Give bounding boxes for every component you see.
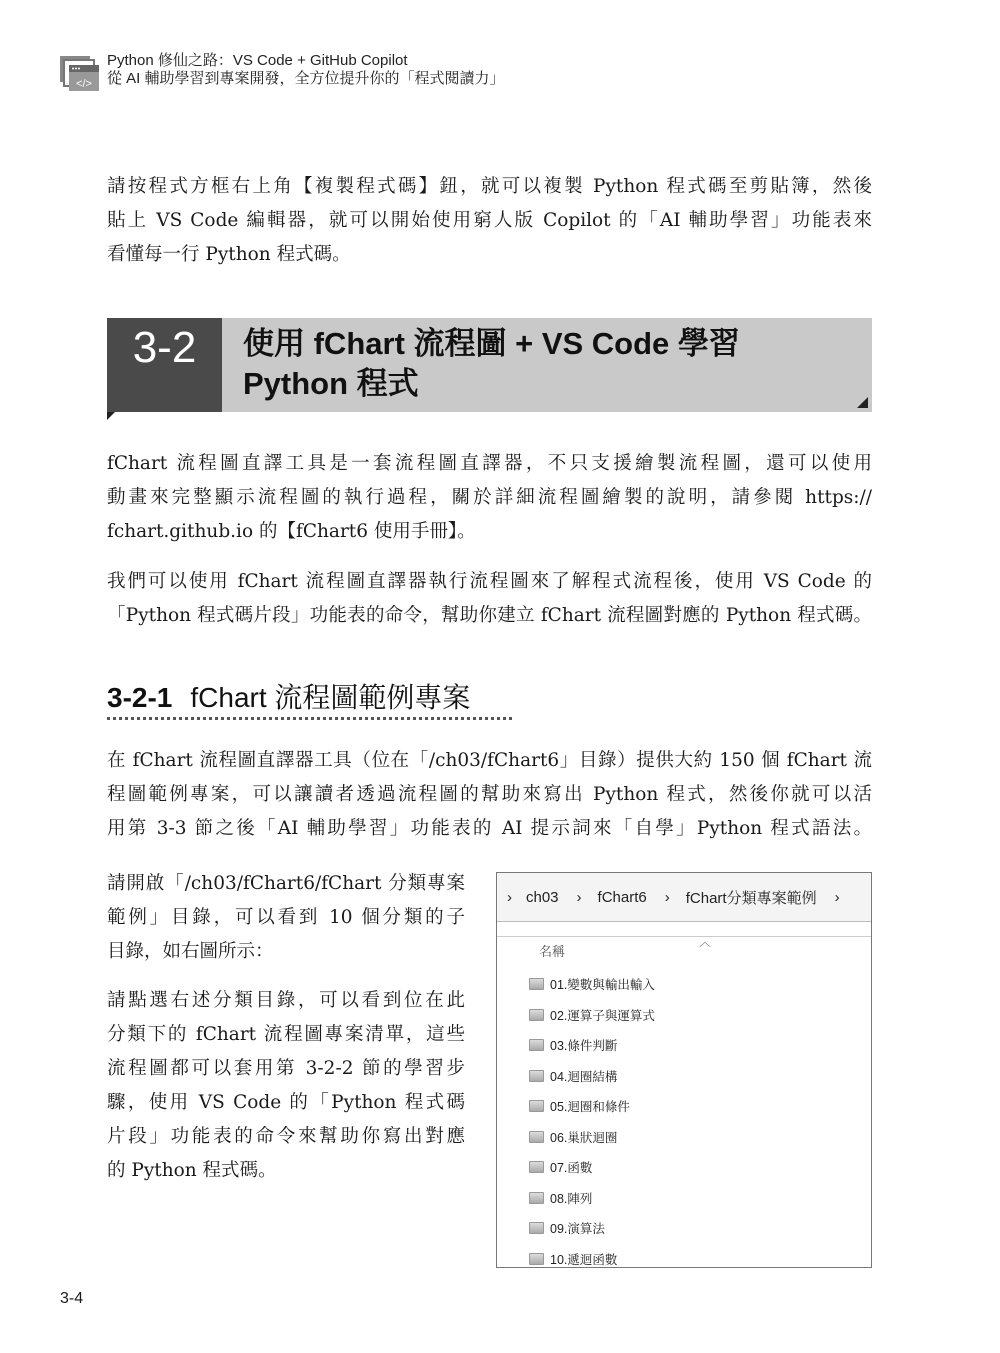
folder-item[interactable] (529, 1122, 655, 1153)
folder-icon (529, 1039, 544, 1051)
corner-triangle-icon (857, 397, 868, 408)
book-subtitle: 從 AI 輔助學習到專案開發，全方位提升你的「程式閱讀力」 (107, 70, 505, 87)
folder-icon (529, 978, 544, 990)
text-line: fchart.github.io 的【fChart6 使用手冊】。 (107, 521, 476, 542)
folder-icon (529, 1131, 544, 1143)
folder-name: 09.演算法 (550, 1222, 605, 1237)
folder-icon (529, 1070, 544, 1082)
section-title (243, 324, 740, 404)
paragraph-open-folder (107, 867, 465, 969)
text-line: 範例」目錄，可以看到 10 個分類的子 (107, 907, 465, 928)
section-title-line: Python 程式 (243, 366, 419, 401)
subsection-number: 3-2-1 (107, 682, 173, 713)
folder-name: 02.運算子與運算式 (550, 1008, 655, 1023)
text-line: 我們可以使用 fChart 流程圖直譯器執行流程圖來了解程式流程後，使用 VS Code 的 (107, 571, 872, 592)
text-line: 片段」功能表的命令來幫助你寫出對應 (107, 1126, 465, 1147)
folder-icon (529, 1009, 544, 1021)
folder-name: 05.迴圈和條件 (550, 1100, 630, 1115)
folder-name: 10.遞迴函數 (550, 1252, 618, 1267)
folder-item[interactable] (529, 969, 655, 1000)
folder-item[interactable] (529, 1213, 655, 1244)
column-header-name[interactable]: 名稱 (539, 944, 566, 959)
subsection-divider (107, 717, 512, 720)
paragraph-examples (107, 744, 872, 846)
file-explorer-screenshot (496, 872, 872, 1268)
text-line: 動畫來完整顯示流程圖的執行過程，關於詳細流程圖繪製的說明，請參閱 https:// (107, 487, 872, 508)
intro-paragraph (107, 170, 872, 272)
text-line: 請按程式方框右上角【複製程式碼】鈕，就可以複製 Python 程式碼至剪貼簿，然後 (107, 176, 872, 197)
folder-item[interactable] (529, 1091, 655, 1122)
code-window-icon (60, 56, 100, 92)
folder-item[interactable] (529, 1244, 655, 1275)
text-line: 請點選右述分類目錄，可以看到位在此 (107, 990, 465, 1011)
subsection-title: fChart 流程圖範例專案 (190, 682, 471, 713)
text-line: 貼上 VS Code 編輯器，就可以開始使用窮人版 Copilot 的「AI 輔助學習」功能表來 (107, 210, 872, 231)
svg-text:</>: </> (76, 78, 92, 90)
text-line: 驟，使用 VS Code 的「Python 程式碼 (107, 1092, 465, 1113)
section-title-line: 使用 fChart 流程圖 + VS Code 學習 (243, 326, 740, 361)
paragraph-vscode (107, 565, 872, 633)
sort-ascending-icon[interactable]: ︿ (699, 935, 712, 949)
page-number: 3-4 (60, 1290, 84, 1307)
folder-item[interactable] (529, 1000, 655, 1031)
folder-icon (529, 1222, 544, 1234)
chevron-right-icon[interactable]: › (834, 888, 840, 906)
folder-icon (529, 1253, 544, 1265)
folder-name: 06.巢狀迴圈 (550, 1130, 618, 1145)
subsection-heading (107, 676, 470, 716)
text-line: 的 Python 程式碼。 (107, 1160, 277, 1181)
paragraph-fchart-intro (107, 447, 872, 549)
text-line: 目錄，如右圖所示： (107, 941, 274, 962)
folder-name: 07.函數 (550, 1161, 593, 1176)
text-line: 分類下的 fChart 流程圖專案清單，這些 (107, 1024, 465, 1045)
chevron-right-icon[interactable]: › (507, 888, 512, 906)
chevron-right-icon[interactable]: › (664, 888, 670, 906)
folder-item[interactable] (529, 1030, 655, 1061)
folder-name: 08.陣列 (550, 1191, 593, 1206)
breadcrumb-ch03[interactable]: ch03 (526, 888, 559, 906)
folder-name: 01.變數與輸出輸入 (550, 978, 655, 993)
breadcrumb (497, 873, 871, 922)
text-line: 請開啟「/ch03/fChart6/fChart 分類專案 (107, 873, 465, 894)
corner-tail-icon (107, 412, 115, 420)
chevron-right-icon[interactable]: › (576, 888, 582, 906)
breadcrumb-fchart6[interactable]: fChart6 (597, 888, 647, 906)
folder-item[interactable] (529, 1183, 655, 1214)
breadcrumb-examples[interactable]: fChart分類專案範例 (685, 889, 817, 907)
section-number: 3-2 (107, 318, 222, 412)
text-line: 在 fChart 流程圖直譯器工具（位在「/ch03/fChart6」目錄）提供大約 150 個 fChart 流 (107, 750, 872, 771)
book-title: Python 修仙之路：VS Code + GitHub Copilot (107, 52, 408, 69)
folder-icon (529, 1161, 544, 1173)
folder-item[interactable] (529, 1152, 655, 1183)
folder-icon (529, 1100, 544, 1112)
text-line: 用第 3-3 節之後「AI 輔助學習」功能表的 AI 提示詞來「自學」Python 程式語法。 (107, 818, 872, 839)
text-line: fChart 流程圖直譯工具是一套流程圖直譯器，不只支援繪製流程圖，還可以使用 (107, 453, 872, 474)
section-heading (107, 318, 872, 412)
folder-name: 03.條件判斷 (550, 1039, 618, 1054)
paragraph-select-folder (107, 984, 465, 1188)
text-line: 程圖範例專案，可以讓讀者透過流程圖的幫助來寫出 Python 程式，然後你就可以活 (107, 784, 872, 805)
folder-name: 04.迴圈結構 (550, 1069, 618, 1084)
text-line: 看懂每一行 Python 程式碼。 (107, 244, 351, 265)
folder-icon (529, 1192, 544, 1204)
text-line: 「Python 程式碼片段」功能表的命令，幫助你建立 fChart 流程圖對應的 Python 程式碼。 (107, 605, 872, 626)
text-line: 流程圖都可以套用第 3-2-2 節的學習步 (107, 1058, 465, 1079)
folder-list (529, 969, 655, 1274)
folder-item[interactable] (529, 1061, 655, 1092)
